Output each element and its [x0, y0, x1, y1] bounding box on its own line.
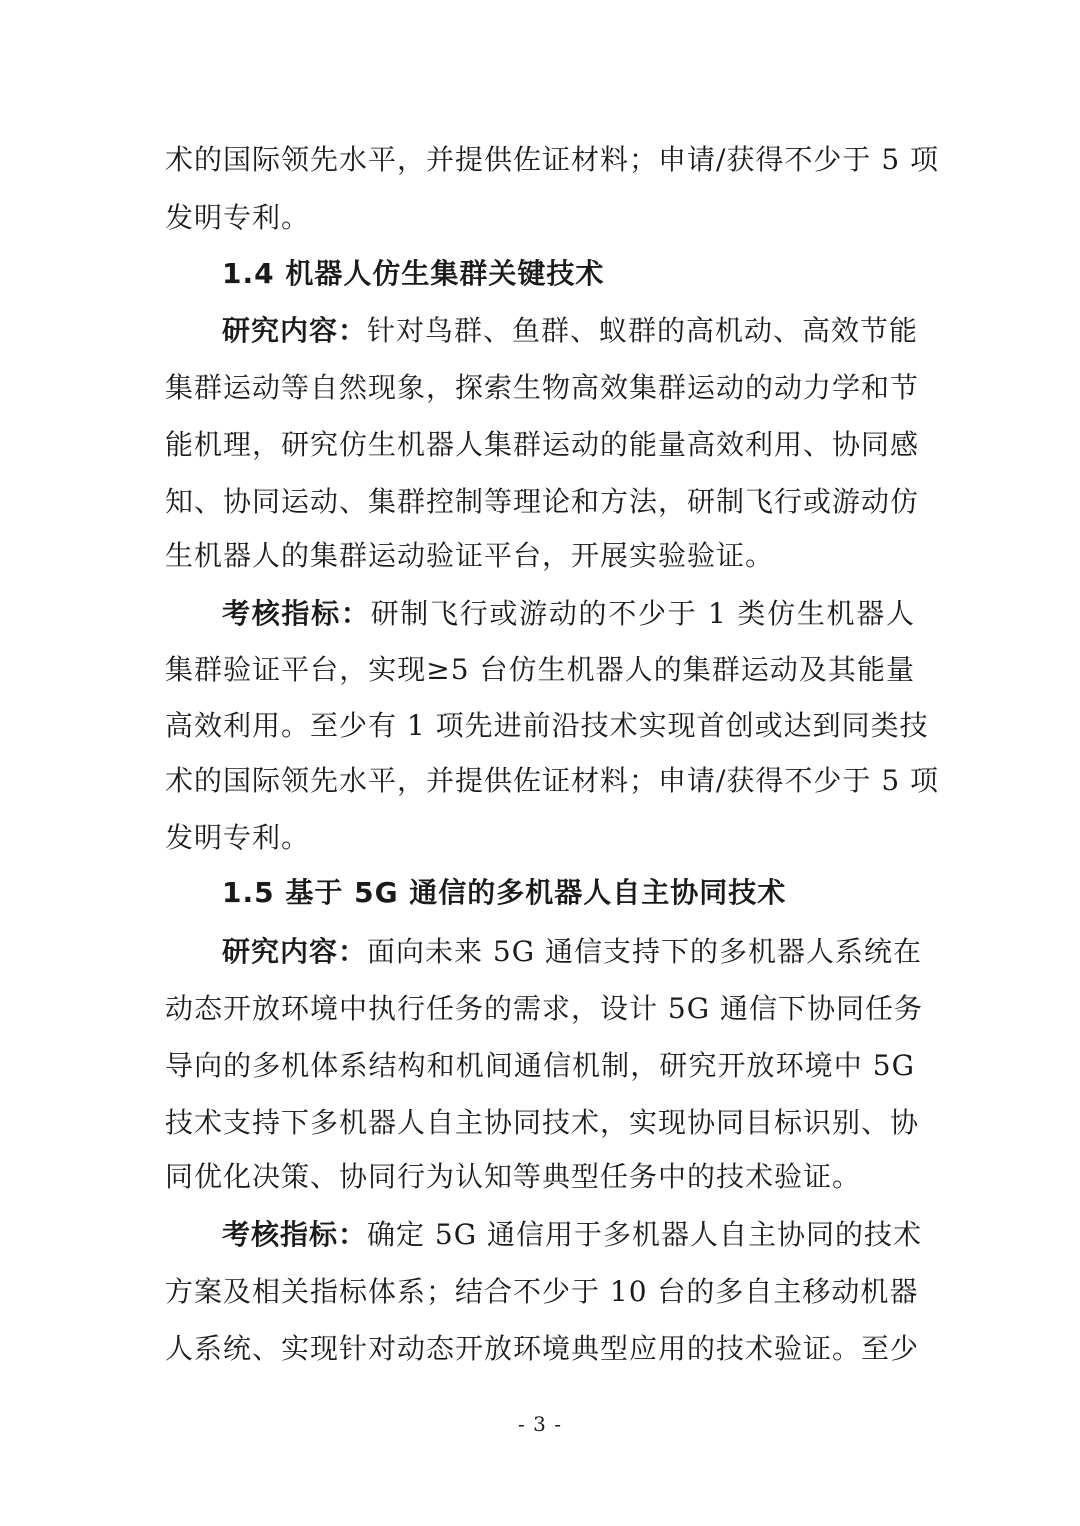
- section-1-4-research-line-2: 集群运动等自然现象，探索生物高效集群运动的动力学和节: [165, 371, 920, 404]
- assessment-label: 考核指标：: [222, 597, 371, 630]
- section-1-5-research-line-1: [222, 923, 923, 981]
- section-1-4-research-line-3: 能机理，研究仿生机器人集群运动的能量高效利用、协同感: [165, 428, 920, 461]
- page-number: - 3 -: [518, 1412, 562, 1436]
- section-1-5-assess-line-3: 人系统、实现针对动态开放环境典型应用的技术验证。至少: [165, 1332, 920, 1365]
- section-1-4-assess-line-4: 术的国际领先水平，并提供佐证材料；申请/获得不少于 5 项: [165, 764, 940, 797]
- research-content-text: 针对鸟群、鱼群、蚁群的高机动、高效节能: [367, 314, 919, 347]
- section-1-5-research-line-3: 导向的多机体系结构和机间通信机制，研究开放环境中 5G: [165, 1049, 915, 1082]
- section-1-5-research-line-2: 动态开放环境中执行任务的需求，设计 5G 通信下协同任务: [165, 992, 923, 1025]
- research-content-text: 面向未来 5G 通信支持下的多机器人系统在: [367, 935, 923, 968]
- section-1-4-research-line-1: [222, 302, 919, 360]
- section-1-4-research-line-5: 生机器人的集群运动验证平台，开展实验验证。: [165, 539, 775, 572]
- continuation-line-1: 术的国际领先水平，并提供佐证材料；申请/获得不少于 5 项: [165, 143, 940, 176]
- assessment-text: 研制飞行或游动的不少于 1 类仿生机器人: [370, 597, 915, 630]
- section-1-5-heading: 1.5 基于 5G 通信的多机器人自主协同技术: [222, 876, 787, 909]
- section-1-4-assess-line-2: 集群验证平台，实现≥5 台仿生机器人的集群运动及其能量: [165, 653, 915, 686]
- section-1-5-research-line-4: 技术支持下多机器人自主协同技术，实现协同目标识别、协: [165, 1106, 920, 1139]
- research-content-label: 研究内容：: [222, 935, 368, 968]
- assessment-text: 确定 5G 通信用于多机器人自主协同的技术: [367, 1218, 923, 1251]
- section-1-5-assess-line-1: [222, 1206, 923, 1264]
- research-content-label: 研究内容：: [222, 314, 368, 347]
- section-1-4-heading: 1.4 机器人仿生集群关键技术: [222, 257, 605, 290]
- continuation-line-2: 发明专利。: [165, 201, 311, 234]
- section-1-5-research-line-5: 同优化决策、协同行为认知等典型任务中的技术验证。: [165, 1160, 862, 1193]
- section-1-4-assess-line-1: [222, 585, 915, 643]
- section-1-4-assess-line-3: 高效利用。至少有 1 项先进前沿技术实现首创或达到同类技: [165, 709, 929, 742]
- section-1-4-assess-line-5: 发明专利。: [165, 821, 311, 854]
- section-1-5-assess-line-2: 方案及相关指标体系；结合不少于 10 台的多自主移动机器: [165, 1275, 919, 1308]
- section-1-4-research-line-4: 知、协同运动、集群控制等理论和方法，研制飞行或游动仿: [165, 485, 920, 518]
- assessment-label: 考核指标：: [222, 1218, 368, 1251]
